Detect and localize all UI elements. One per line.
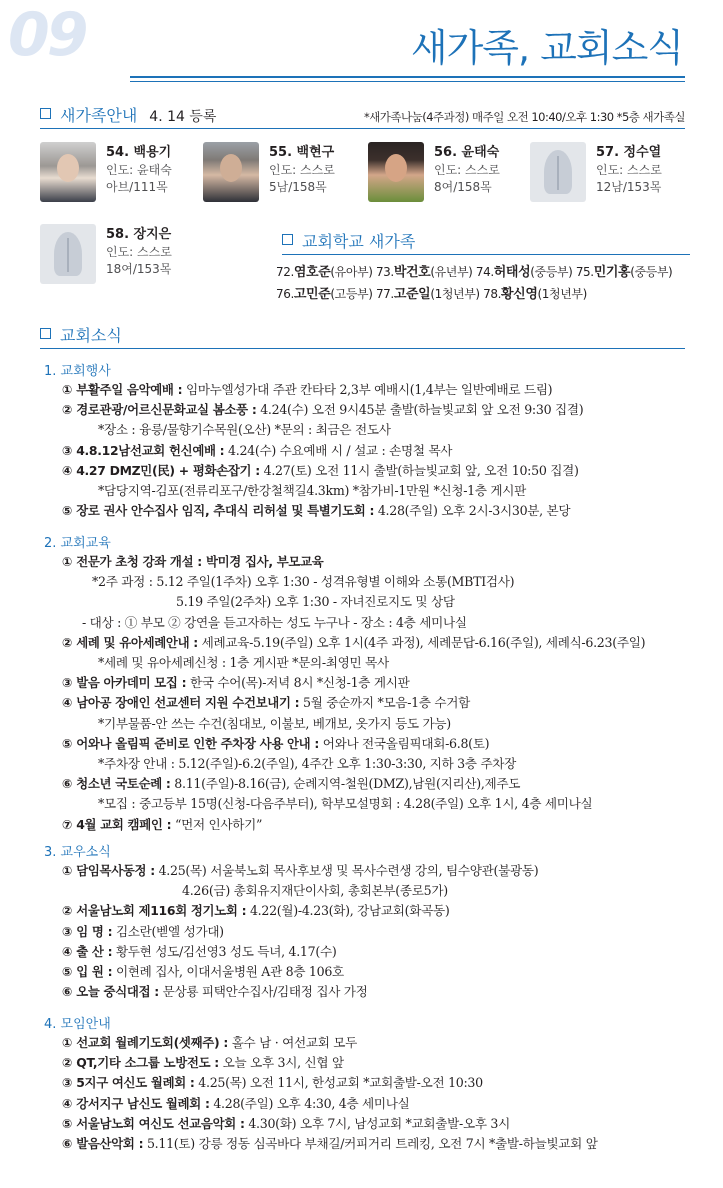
news-item-label: ④ 출 산 : bbox=[62, 943, 113, 959]
news-item-label: ① 부활주일 음악예배 : bbox=[62, 382, 183, 397]
news-item bbox=[82, 614, 467, 631]
praying-hands-icon bbox=[40, 224, 96, 284]
news-item bbox=[62, 983, 368, 1000]
news-item-text: 4.30(화) 오후 7시, 남성교회 *교회출발-오후 3시 bbox=[244, 1115, 510, 1131]
news-item bbox=[62, 442, 452, 459]
news-item-text: *담당지역-김포(전류리포구/한강철책길4.3km) *참가비-1만원 *신청-1층 게시판 bbox=[98, 483, 527, 498]
news-item-label: ⑦ 4월 교회 캠페인 : bbox=[62, 816, 172, 832]
news-item bbox=[62, 923, 224, 940]
member-guide: 인도: 스스로 bbox=[596, 163, 662, 177]
news-item-text: 문상룡 피택안수집사/김태정 집사 가정 bbox=[158, 984, 368, 1000]
title-rule bbox=[130, 76, 685, 78]
news-item-label: ① 선교회 월례기도회(셋째주) : bbox=[62, 1035, 228, 1050]
news-item-label: ③ 발음 아카데미 모집 : bbox=[62, 675, 187, 691]
member-guide: 인도: 스스로 bbox=[269, 163, 335, 177]
member-photo bbox=[40, 142, 96, 202]
news-item bbox=[176, 593, 455, 610]
news-item-text: 홀수 남 · 여선교회 모두 bbox=[227, 1035, 357, 1050]
news-item bbox=[62, 1135, 598, 1152]
news-item-label: ⑥ 발음산악회 : bbox=[62, 1136, 144, 1151]
news-item-text: *주차장 안내 : 5.12(주일)-6.2(주일), 4주간 오후 1:30-3:30, 지하 3층 주차장 bbox=[98, 756, 517, 771]
news-item-label: ① 전문가 초청 강좌 개설 : 박미경 집사, 부모교육 bbox=[62, 554, 324, 569]
member-info: 5남/158목 bbox=[269, 180, 327, 194]
news-item bbox=[62, 401, 583, 418]
newcomers-rule bbox=[40, 128, 685, 129]
newcomer-card bbox=[368, 142, 528, 208]
news-heading-label: 교회소식 bbox=[60, 326, 122, 345]
news-item-text: 4.24(수) 오전 9시45분 출발(하늘빛교회 앞 오전 9:30 집결) bbox=[256, 402, 584, 418]
school-line-1: 72.염호준(유아부) 73.박건호(유년부) 74.허태성(중등부) 75.민기홍(중등부) bbox=[276, 265, 673, 280]
news-item-label: ⑤ 입 원 : bbox=[62, 964, 113, 979]
news-item bbox=[62, 553, 323, 570]
praying-hands-icon bbox=[530, 142, 586, 202]
news-item-text: 황두현 성도/김선영3 성도 득녀, 4.17(수) bbox=[112, 943, 337, 959]
news-item bbox=[62, 694, 470, 711]
member-name: 55. 백현구 bbox=[269, 145, 335, 160]
news-item bbox=[62, 963, 344, 980]
news-item bbox=[98, 755, 516, 772]
news-item bbox=[62, 1095, 409, 1112]
news-item-text: 4.24(수) 수요예배 시 / 설교 : 손명철 목사 bbox=[224, 442, 453, 458]
news-item-text: “먼저 인사하기” bbox=[171, 816, 263, 832]
news-item-text: - 대상 : ① 부모 ② 강연을 듣고자하는 성도 누구나 - 장소 : 4층 세미나실 bbox=[82, 614, 467, 630]
news-item-label: ② 서울남노회 제116회 정기노회 : bbox=[62, 903, 247, 919]
news-item-text: 어와나 전국올림픽대회-6.8(토) bbox=[319, 735, 490, 751]
newcomer-card bbox=[40, 224, 200, 290]
news-item bbox=[62, 902, 449, 919]
news-item-text: *장소 : 융릉/물향기수목원(오산) *문의 : 최금은 전도사 bbox=[98, 422, 391, 438]
member-guide: 인도: 스스로 bbox=[434, 163, 500, 177]
news-item-text: 4.28(주일) 오후 4:30, 4층 세미나실 bbox=[209, 1095, 410, 1111]
news-category-title: 2. 교회교육 bbox=[44, 536, 111, 551]
news-item bbox=[62, 943, 336, 960]
news-item bbox=[62, 634, 645, 651]
news-item bbox=[62, 502, 570, 519]
newcomer-card bbox=[203, 142, 363, 208]
news-item-text: 5월 중순까지 *모음-1층 수거함 bbox=[299, 695, 471, 711]
news-item bbox=[62, 1115, 510, 1132]
square-bullet-icon bbox=[40, 108, 51, 119]
newcomer-card bbox=[530, 142, 690, 208]
page-title: 새가족, 교회소식 bbox=[410, 26, 683, 70]
member-info: 8여/158목 bbox=[434, 180, 492, 194]
newcomer-card bbox=[40, 142, 200, 208]
news-item bbox=[62, 735, 489, 752]
member-photo bbox=[368, 142, 424, 202]
news-item bbox=[62, 1074, 483, 1091]
news-item-text: 임마누엘성가대 주관 칸타타 2,3부 예배시(1,4부는 일반예배로 드림) bbox=[182, 382, 553, 397]
news-item-label: ⑤ 장로 권사 안수집사 임직, 추대식 리허설 및 특별기도회 : bbox=[62, 503, 375, 519]
school-rule bbox=[282, 254, 690, 255]
news-item bbox=[62, 816, 262, 833]
news-item-label: ③ 5지구 여신도 월례회 : bbox=[62, 1075, 195, 1091]
member-info: 12남/153목 bbox=[596, 180, 662, 194]
member-guide: 인도: 스스로 bbox=[106, 245, 172, 259]
member-name: 54. 백용기 bbox=[106, 145, 172, 160]
news-item-text: 8.11(주일)-8.16(금), 순례지역-철원(DMZ),남원(지리산),제주도 bbox=[170, 776, 521, 792]
member-photo bbox=[203, 142, 259, 202]
news-item bbox=[62, 775, 520, 792]
news-item-label: ④ 4.27 DMZ민(民) + 평화손잡기 : bbox=[62, 462, 260, 478]
member-name: 57. 정수열 bbox=[596, 145, 662, 160]
news-item-text: *세례 및 유아세례신청 : 1층 게시판 *문의-최영민 목사 bbox=[98, 655, 389, 670]
registration-date: 4. 14 등록 bbox=[149, 109, 217, 125]
school-line-2: 76.고민준(고등부) 77.고준일(1청년부) 78.황신영(1청년부) bbox=[276, 287, 587, 302]
news-item-label: ③ 4.8.12남선교회 헌신예배 : bbox=[62, 442, 225, 458]
member-name: 58. 장지은 bbox=[106, 227, 172, 242]
news-item-label: ⑥ 청소년 국토순례 : bbox=[62, 776, 171, 792]
news-item bbox=[62, 462, 579, 479]
news-item bbox=[98, 654, 389, 671]
news-item-label: ② 경로관광/어르신문화교실 봄소풍 : bbox=[62, 402, 257, 418]
news-item bbox=[98, 421, 391, 438]
member-guide: 인도: 윤태숙 bbox=[106, 163, 172, 177]
news-item-label: ⑤ 서울남노회 여신도 선교음악회 : bbox=[62, 1115, 245, 1131]
news-item-text: 세례교육-5.19(주일) 오후 1시(4주 과정), 세례문답-6.16(주일), 세례식-6.23(주일) bbox=[197, 634, 646, 650]
news-category-title: 1. 교회행사 bbox=[44, 364, 111, 379]
news-item bbox=[62, 674, 409, 691]
news-category-title: 3. 교우소식 bbox=[44, 845, 111, 860]
news-item bbox=[92, 573, 514, 590]
page-number: 09 bbox=[8, 0, 86, 70]
news-item bbox=[62, 381, 552, 398]
news-rule bbox=[40, 348, 685, 349]
news-item bbox=[62, 1054, 344, 1071]
news-item-label: ② QT,기타 소그룹 노방전도 : bbox=[62, 1055, 219, 1071]
newcomer-class-note: *새가족나눔(4주과정) 매주일 오전 10:40/오후 1:30 *5층 새가족실 bbox=[363, 110, 685, 124]
newcomers-heading-label: 새가족안내 bbox=[60, 106, 138, 125]
newcomers-heading bbox=[40, 106, 216, 127]
square-bullet-icon bbox=[40, 328, 51, 339]
news-item-text: 4.25(목) 오전 11시, 한성교회 *교회출발-오전 10:30 bbox=[194, 1075, 483, 1091]
member-info: 아브/111목 bbox=[106, 180, 168, 194]
news-item-text: 4.25(목) 서울북노회 목사후보생 및 목사수련생 강의, 팀수양관(불광동) bbox=[154, 863, 539, 878]
news-item-text: 한국 수어(목)-저녁 8시 *신청-1층 게시판 bbox=[186, 675, 410, 691]
member-name: 56. 윤태숙 bbox=[434, 145, 500, 160]
news-item-text: *2주 과정 : 5.12 주일(1주차) 오후 1:30 - 성격유형별 이해와 소통(MBTI검사) bbox=[92, 574, 515, 590]
news-item-text: 5.11(토) 강릉 정동 심곡바다 부채길/커피거리 트레킹, 오전 7시 *출발-하늘빛교회 앞 bbox=[143, 1136, 598, 1151]
news-item-label: ② 세례 및 유아세례안내 : bbox=[62, 634, 198, 650]
news-item-label: ⑥ 오늘 중식대접 : bbox=[62, 984, 159, 1000]
news-item-text: 김소란(벧엘 성가대) bbox=[112, 923, 224, 939]
news-item bbox=[182, 882, 448, 899]
news-item-text: *기부물품-안 쓰는 수건(침대보, 이불보, 베개보, 옷가지 등도 가능) bbox=[98, 715, 451, 731]
news-heading bbox=[40, 326, 122, 346]
news-item bbox=[62, 862, 538, 879]
news-item-label: ④ 남아공 장애인 선교센터 지원 수건보내기 : bbox=[62, 695, 300, 711]
news-item-text: 5.19 주일(2주차) 오후 1:30 - 자녀진로지도 및 상담 bbox=[176, 594, 455, 610]
news-item-text: *모집 : 중고등부 15명(신청-다음주부터), 학부모설명회 : 4.28(주일) 오후 1시, 4층 세미나실 bbox=[98, 796, 593, 812]
news-item-text: 4.22(월)-4.23(화), 강남교회(화곡동) bbox=[246, 903, 450, 919]
news-item bbox=[62, 1034, 357, 1051]
title-rule-thin bbox=[130, 81, 685, 82]
news-item-text: 4.27(토) 오전 11시 출발(하늘빛교회 앞, 오전 10:50 집결) bbox=[259, 462, 579, 478]
news-item-text: 오늘 오후 3시, 신협 앞 bbox=[218, 1055, 344, 1071]
news-item-label: ③ 임 명 : bbox=[62, 923, 113, 939]
news-item-text: 4.26(금) 총회유지재단이사회, 총회본부(종로5가) bbox=[182, 883, 448, 899]
member-info: 18여/153목 bbox=[106, 262, 172, 276]
news-category-title: 4. 모임안내 bbox=[44, 1017, 111, 1032]
news-item-label: ⑤ 어와나 올림픽 준비로 인한 주차장 사용 안내 : bbox=[62, 735, 320, 751]
news-item bbox=[98, 482, 526, 499]
news-item bbox=[98, 795, 592, 812]
school-heading-label: 교회학교 새가족 bbox=[302, 232, 416, 251]
news-item-text: 4.28(주일) 오후 2시-3시30분, 본당 bbox=[374, 503, 571, 519]
news-item-text: 이현례 집사, 이대서울병원 A관 8층 106호 bbox=[112, 964, 344, 979]
news-item-label: ① 담임목사동정 : bbox=[62, 863, 155, 878]
square-bullet-icon bbox=[282, 234, 293, 245]
school-heading bbox=[282, 232, 415, 252]
news-item bbox=[98, 715, 451, 732]
news-item-label: ④ 강서지구 남신도 월례회 : bbox=[62, 1095, 210, 1111]
